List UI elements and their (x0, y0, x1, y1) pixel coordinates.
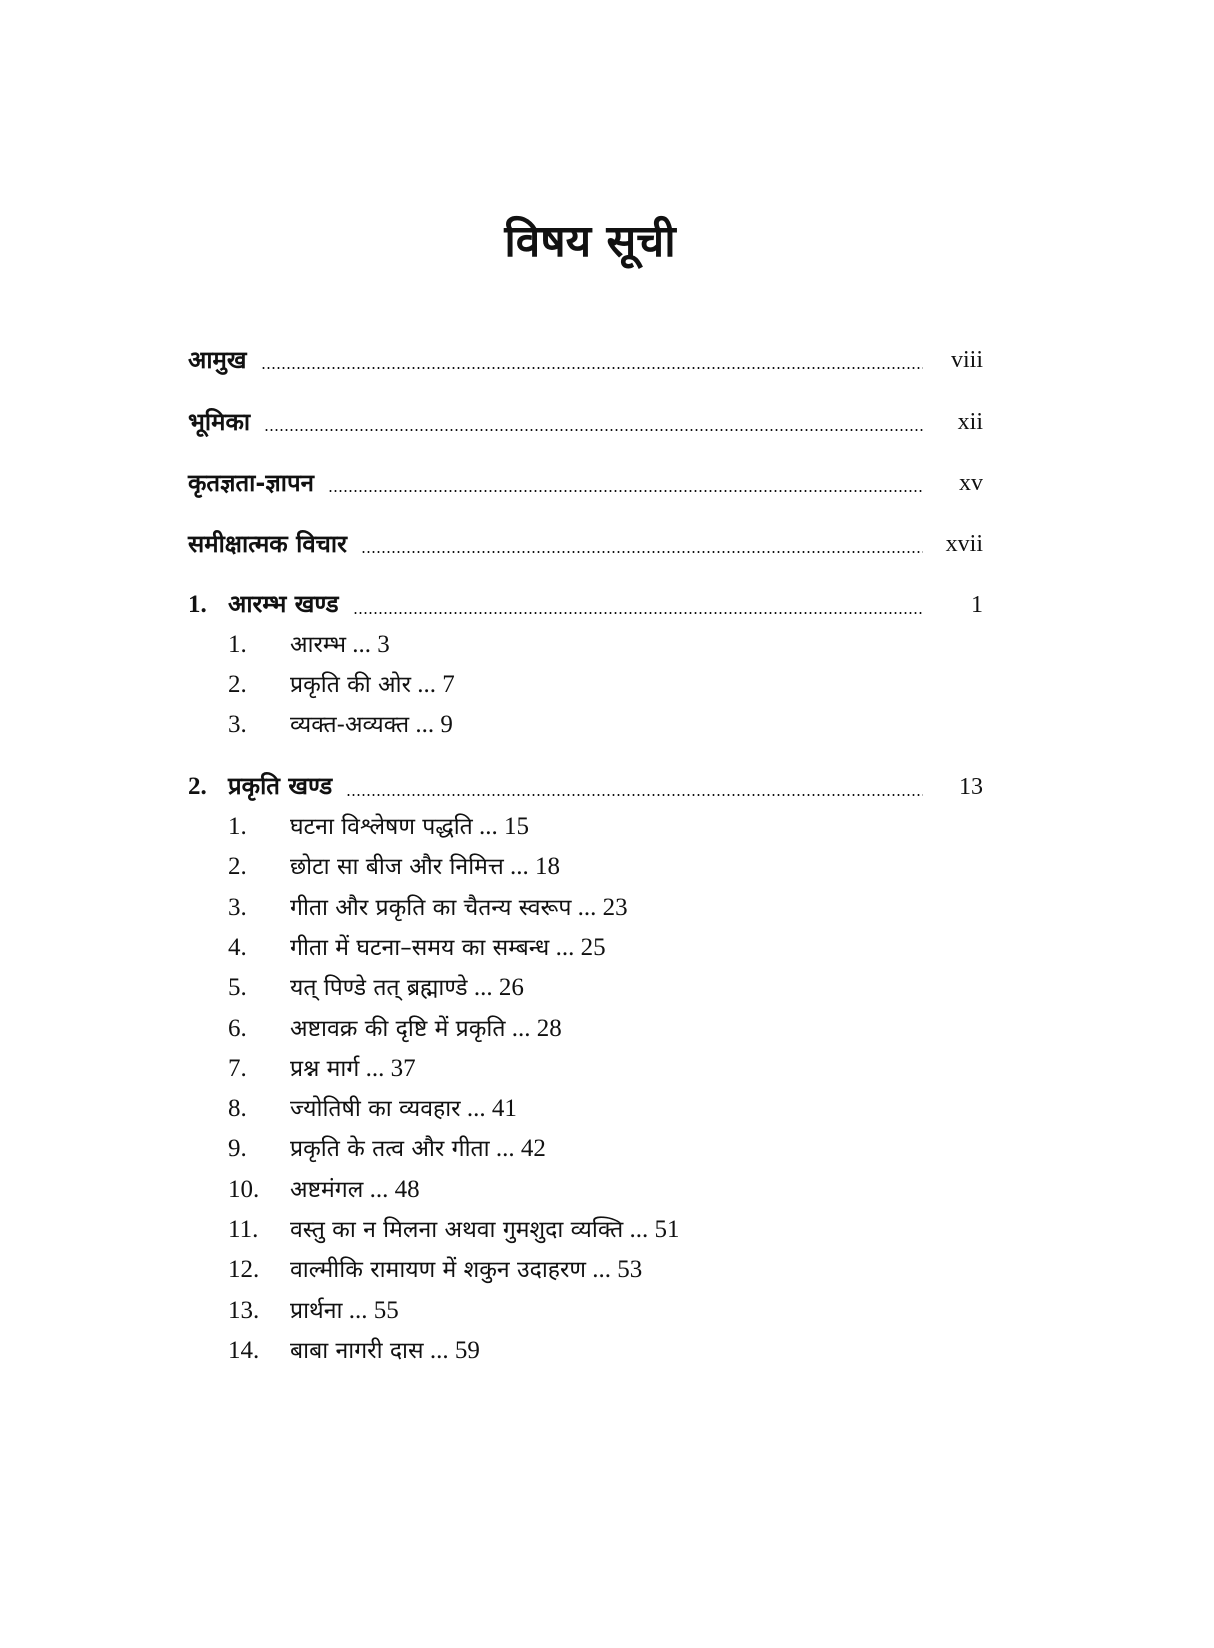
subitem-separator: ... (629, 1216, 649, 1243)
subitem-separator: ... (352, 631, 371, 658)
subitem-number: 2. (228, 853, 247, 881)
subitem-number: 8. (228, 1095, 247, 1123)
subitem-title: वाल्मीकि रामायण में शकुन उदाहरण (290, 1257, 587, 1284)
toc-entry-page: xvii (945, 531, 983, 557)
subitem-separator: ... (348, 1296, 368, 1324)
subitem-title: घटना विश्लेषण पद्धति (290, 814, 473, 840)
toc-entry-page: xv (959, 470, 983, 496)
dot-leader (261, 367, 923, 369)
subitem-separator: ... (429, 1336, 449, 1364)
subitem-separator: ... (592, 1256, 612, 1284)
toc-subitem[interactable] (228, 1087, 517, 1127)
toc-subitem[interactable] (228, 1208, 680, 1248)
subitem-separator: ... (555, 933, 575, 961)
subitem-title: प्रार्थना (290, 1297, 343, 1324)
dot-leader (361, 551, 923, 553)
subitem-page: 15 (504, 813, 530, 840)
toc-subitem[interactable] (228, 1127, 546, 1167)
subitem-title: छोटा सा बीज और निमित्त (290, 854, 504, 881)
toc-subitem[interactable] (228, 845, 560, 885)
toc-entry-label: आमुख (188, 346, 247, 374)
section-number: 2. (188, 773, 207, 800)
toc-entry-bhumika[interactable] (188, 400, 983, 440)
subitem-number: 14. (228, 1336, 260, 1364)
subitem-title: बाबा नागरी दास (290, 1337, 424, 1364)
subitem-separator: ... (495, 1135, 515, 1163)
subitem-number: 13. (228, 1296, 260, 1324)
subitem-number: 12. (228, 1256, 260, 1284)
section-title: प्रकृति खण्ड (228, 772, 333, 800)
subitem-page: 26 (498, 974, 524, 1002)
toc-subitem[interactable] (228, 966, 524, 1006)
subitem-page: 42 (520, 1135, 546, 1163)
toc-section-page: 1 (971, 592, 983, 618)
subitem-title: आरम्भ (290, 632, 346, 658)
toc-section-label (188, 586, 353, 623)
subitem-separator: ... (365, 1054, 385, 1082)
subitem-page: 48 (394, 1175, 420, 1203)
subitem-title: प्रकृति के तत्व और गीता (290, 1136, 490, 1163)
subitem-number: 3. (228, 893, 247, 921)
subitem-page: 25 (580, 933, 606, 961)
subitem-page: 41 (491, 1095, 517, 1123)
toc-subitem[interactable] (228, 703, 453, 743)
subitem-number: 4. (228, 933, 247, 961)
toc-section-label (188, 768, 346, 805)
subitem-number: 5. (228, 974, 247, 1002)
toc-subitem[interactable] (228, 926, 606, 966)
subitem-title: वस्तु का न मिलना अथवा गुमशुदा व्यक्ति (290, 1217, 624, 1243)
toc-subitem[interactable] (228, 1329, 480, 1369)
toc-entry-samikshatmak[interactable] (188, 522, 983, 562)
toc-section-2[interactable] (188, 765, 983, 805)
subitem-number: 7. (228, 1054, 247, 1082)
subitem-separator: ... (369, 1175, 389, 1203)
toc-entry-page: xii (957, 409, 983, 435)
toc-subitem[interactable] (228, 1047, 416, 1087)
subitem-page: 23 (602, 893, 628, 921)
subitem-separator: ... (466, 1095, 486, 1123)
toc-entry-label: समीक्षात्मक विचार (188, 530, 347, 558)
subitem-separator: ... (415, 711, 435, 738)
subitem-page: 55 (373, 1296, 399, 1324)
page-title: विषय सूची (504, 216, 676, 267)
toc-subitem[interactable] (228, 1007, 562, 1047)
subitem-number: 3. (228, 711, 247, 738)
section-number: 1. (188, 591, 207, 618)
subitem-separator: ... (417, 671, 436, 698)
subitem-page: 9 (440, 711, 453, 738)
toc-subitem[interactable] (228, 1248, 642, 1288)
toc-subitem[interactable] (228, 663, 455, 703)
subitem-number: 6. (228, 1014, 247, 1042)
subitem-separator: ... (473, 974, 493, 1002)
subitem-page: 3 (377, 631, 390, 658)
subitem-title: यत् पिण्डे तत् ब्रह्माण्डे (290, 975, 468, 1002)
subitem-number: 9. (228, 1135, 247, 1163)
subitem-number: 10. (228, 1175, 260, 1203)
toc-subitem[interactable] (228, 623, 390, 663)
toc-subitem[interactable] (228, 805, 529, 845)
subitem-number: 1. (228, 631, 247, 658)
toc-subitem[interactable] (228, 1168, 420, 1208)
toc-section-page: 13 (959, 774, 983, 800)
subitem-page: 18 (535, 853, 561, 881)
toc-section-1[interactable] (188, 583, 983, 623)
subitem-title: गीता और प्रकृति का चैतन्य स्वरूप (290, 894, 572, 921)
toc-subitem[interactable] (228, 886, 628, 926)
subitem-page: 51 (654, 1216, 680, 1243)
subitem-number: 11. (228, 1216, 259, 1243)
toc-entry-page: viii (950, 347, 983, 373)
subitem-separator: ... (511, 1014, 531, 1042)
subitem-title: अष्टमंगल (290, 1176, 364, 1203)
subitem-title: प्रकृति की ओर (290, 672, 411, 698)
subitem-page: 7 (442, 671, 455, 698)
subitem-number: 2. (228, 671, 247, 698)
subitem-number: 1. (228, 813, 247, 840)
toc-entry-amukh[interactable] (188, 338, 983, 378)
toc-entry-label: भूमिका (188, 408, 251, 436)
dot-leader (346, 794, 923, 796)
subitem-title: प्रश्न मार्ग (290, 1055, 360, 1082)
subitem-title: ज्योतिषी का व्यवहार (290, 1096, 461, 1123)
toc-entry-kritagyata[interactable] (188, 461, 983, 501)
section-title: आरम्भ खण्ड (228, 590, 339, 618)
dot-leader (264, 429, 923, 431)
toc-subitem[interactable] (228, 1289, 399, 1329)
subitem-page: 28 (536, 1014, 562, 1042)
subitem-separator: ... (510, 853, 529, 881)
subitem-page: 59 (454, 1336, 480, 1364)
subitem-title: गीता में घटना–समय का सम्बन्ध (290, 934, 550, 961)
toc-entry-label: कृतज्ञता-ज्ञापन (188, 469, 314, 497)
dot-leader (328, 490, 923, 492)
subitem-separator: ... (479, 813, 498, 840)
subitem-page: 37 (390, 1054, 416, 1082)
dot-leader (353, 612, 923, 614)
subitem-separator: ... (577, 893, 597, 921)
subitem-title: अष्टावक्र की दृष्टि में प्रकृति (290, 1015, 506, 1042)
subitem-title: व्यक्त-अव्यक्त (290, 712, 410, 738)
subitem-page: 53 (617, 1256, 643, 1284)
